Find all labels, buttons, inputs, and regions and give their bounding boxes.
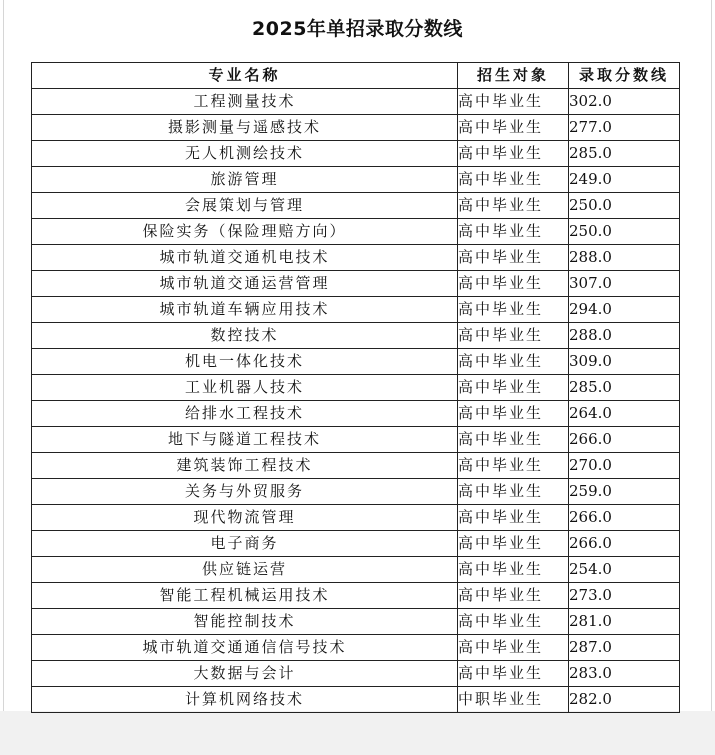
score-cell: 288.0: [569, 245, 680, 271]
target-cell: 高中毕业生: [458, 635, 569, 661]
major-name-cell: 会展策划与管理: [32, 193, 458, 219]
table-row: [32, 115, 680, 141]
score-cell: 277.0: [569, 115, 680, 141]
table-row: [32, 479, 680, 505]
admission-score-table: [31, 62, 680, 713]
target-cell: 高中毕业生: [458, 89, 569, 115]
major-name-cell: 关务与外贸服务: [32, 479, 458, 505]
table-row: [32, 583, 680, 609]
major-name-cell: 计算机网络技术: [32, 687, 458, 713]
target-cell: 高中毕业生: [458, 323, 569, 349]
major-name-cell: 地下与隧道工程技术: [32, 427, 458, 453]
target-cell: 高中毕业生: [458, 271, 569, 297]
target-cell: 高中毕业生: [458, 375, 569, 401]
table-row: [32, 505, 680, 531]
major-name-cell: 城市轨道交通机电技术: [32, 245, 458, 271]
major-name-cell: 智能控制技术: [32, 609, 458, 635]
score-cell: 307.0: [569, 271, 680, 297]
score-cell: 282.0: [569, 687, 680, 713]
score-cell: 250.0: [569, 219, 680, 245]
score-cell: 285.0: [569, 141, 680, 167]
score-cell: 249.0: [569, 167, 680, 193]
table-row: [32, 635, 680, 661]
major-name-cell: 摄影测量与遥感技术: [32, 115, 458, 141]
score-cell: 264.0: [569, 401, 680, 427]
target-cell: 高中毕业生: [458, 427, 569, 453]
major-name-cell: 旅游管理: [32, 167, 458, 193]
score-cell: 281.0: [569, 609, 680, 635]
table-row: [32, 323, 680, 349]
header-score: 录取分数线: [569, 63, 680, 89]
right-border: [711, 0, 712, 755]
table-row: [32, 531, 680, 557]
target-cell: 高中毕业生: [458, 401, 569, 427]
score-cell: 285.0: [569, 375, 680, 401]
score-cell: 270.0: [569, 453, 680, 479]
target-cell: 高中毕业生: [458, 453, 569, 479]
table-row: [32, 193, 680, 219]
score-cell: 288.0: [569, 323, 680, 349]
table-row: [32, 271, 680, 297]
major-name-cell: 城市轨道交通通信信号技术: [32, 635, 458, 661]
major-name-cell: 供应链运营: [32, 557, 458, 583]
table-header-row: [32, 63, 680, 89]
major-name-cell: 现代物流管理: [32, 505, 458, 531]
score-cell: 259.0: [569, 479, 680, 505]
major-name-cell: 电子商务: [32, 531, 458, 557]
major-name-cell: 给排水工程技术: [32, 401, 458, 427]
major-name-cell: 数控技术: [32, 323, 458, 349]
score-cell: 302.0: [569, 89, 680, 115]
target-cell: 高中毕业生: [458, 557, 569, 583]
table-row: [32, 245, 680, 271]
table-row: [32, 609, 680, 635]
table-row: [32, 349, 680, 375]
major-name-cell: 智能工程机械运用技术: [32, 583, 458, 609]
score-cell: 283.0: [569, 661, 680, 687]
table-row: [32, 401, 680, 427]
target-cell: 高中毕业生: [458, 245, 569, 271]
target-cell: 中职毕业生: [458, 687, 569, 713]
major-name-cell: 无人机测绘技术: [32, 141, 458, 167]
table-row: [32, 557, 680, 583]
major-name-cell: 保险实务（保险理赔方向）: [32, 219, 458, 245]
target-cell: 高中毕业生: [458, 505, 569, 531]
target-cell: 高中毕业生: [458, 349, 569, 375]
score-cell: 294.0: [569, 297, 680, 323]
table-row: [32, 661, 680, 687]
major-name-cell: 工程测量技术: [32, 89, 458, 115]
score-cell: 254.0: [569, 557, 680, 583]
target-cell: 高中毕业生: [458, 141, 569, 167]
target-cell: 高中毕业生: [458, 193, 569, 219]
table-row: [32, 687, 680, 713]
major-name-cell: 城市轨道交通运营管理: [32, 271, 458, 297]
score-cell: 250.0: [569, 193, 680, 219]
target-cell: 高中毕业生: [458, 661, 569, 687]
table-row: [32, 219, 680, 245]
target-cell: 高中毕业生: [458, 297, 569, 323]
target-cell: 高中毕业生: [458, 609, 569, 635]
table-row: [32, 297, 680, 323]
major-name-cell: 机电一体化技术: [32, 349, 458, 375]
left-border: [3, 0, 4, 755]
target-cell: 高中毕业生: [458, 531, 569, 557]
page-title: 2025年单招录取分数线: [252, 18, 463, 40]
target-cell: 高中毕业生: [458, 479, 569, 505]
header-target: 招生对象: [458, 63, 569, 89]
major-name-cell: 城市轨道车辆应用技术: [32, 297, 458, 323]
score-cell: 266.0: [569, 531, 680, 557]
table-row: [32, 141, 680, 167]
bottom-margin: [0, 711, 715, 755]
target-cell: 高中毕业生: [458, 583, 569, 609]
score-cell: 309.0: [569, 349, 680, 375]
table-row: [32, 375, 680, 401]
table-row: [32, 453, 680, 479]
header-major: 专业名称: [32, 63, 458, 89]
target-cell: 高中毕业生: [458, 219, 569, 245]
table-row: [32, 427, 680, 453]
score-cell: 266.0: [569, 505, 680, 531]
target-cell: 高中毕业生: [458, 115, 569, 141]
major-name-cell: 工业机器人技术: [32, 375, 458, 401]
score-cell: 266.0: [569, 427, 680, 453]
table-row: [32, 167, 680, 193]
target-cell: 高中毕业生: [458, 167, 569, 193]
major-name-cell: 建筑装饰工程技术: [32, 453, 458, 479]
table-row: [32, 89, 680, 115]
major-name-cell: 大数据与会计: [32, 661, 458, 687]
score-cell: 287.0: [569, 635, 680, 661]
score-cell: 273.0: [569, 583, 680, 609]
